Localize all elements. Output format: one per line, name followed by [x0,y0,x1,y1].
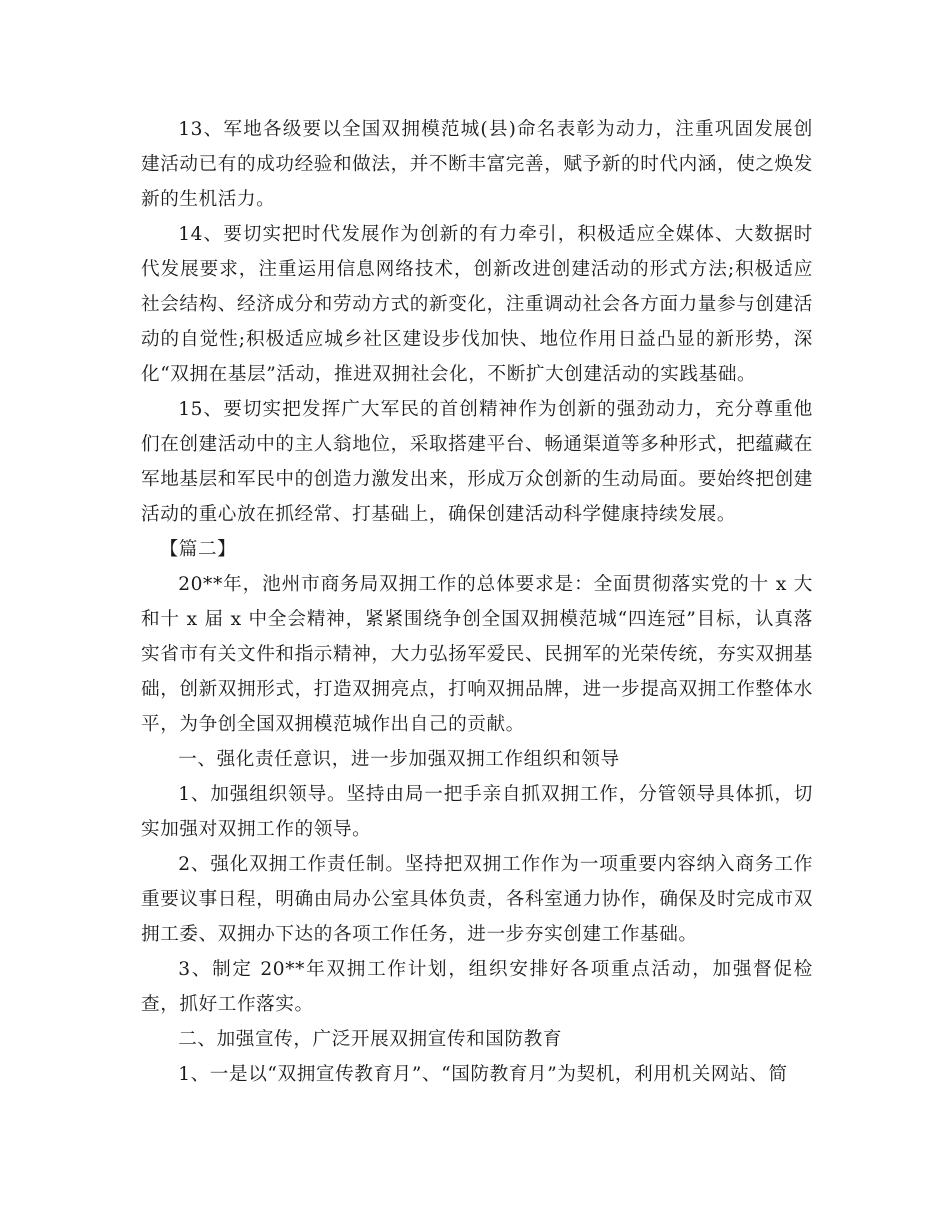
paragraph-overall-requirements: 20**年，池州市商务局双拥工作的总体要求是：全面贯彻落实党的十 x 大和十 x 届 x 中全会精神，紧紧围绕争创全国双拥模范城“四连冠”目标，认真落实省市有关文件和指示精神，大力弘扬军爱民、民拥军的光荣传统，夯实双拥基础，创新双拥形式，打造双拥亮点，打响双拥品牌，进一步提高双拥工作整体水平，为争创全国双拥模范城作出自己的贡献。 [141,574,813,735]
paragraph-item-15: 15、要切实把发挥广大军民的首创精神作为创新的强劲动力，充分尊重他们在创建活动中的主人翁地位，采取搭建平台、畅通渠道等多种形式，把蕴藏在军地基层和军民中的创造力激发出来，形成万众创新的生动局面。要始终把创建活动的重心放在抓经常、打基础上，确保创建活动科学健康持续发展。 [141,399,813,525]
paragraph-publicity-month: 1、一是以“双拥宣传教育月”、“国防教育月”为契机，利用机关网站、简 [178,1064,788,1085]
paragraph-item-13: 13、军地各级要以全国双拥模范城(县)命名表彰为动力，注重巩固发展创建活动已有的成功经验和做法，并不断丰富完善，赋予新的时代内涵，使之焕发新的生机活力。 [141,119,813,210]
paragraph-responsibility-system: 2、强化双拥工作责任制。坚持把双拥工作作为一项重要内容纳入商务工作重要议事日程，明确由局办公室具体负责，各科室通力协作，确保及时完成市双拥工委、双拥办下达的各项工作任务，进一步夯实创建工作基础。 [141,854,813,945]
paragraph-leadership: 1、加强组织领导。坚持由局一把手亲自抓双拥工作，分管领导具体抓，切实加强对双拥工作的领导。 [141,784,813,840]
paragraph-work-plan: 3、制定 20**年双拥工作计划，组织安排好各项重点活动，加强督促检查，抓好工作落实。 [141,959,813,1015]
subheading-publicity: 二、加强宣传，广泛开展双拥宣传和国防教育 [178,1029,563,1050]
subheading-strengthen-responsibility: 一、强化责任意识，进一步加强双拥工作组织和领导 [178,749,620,770]
paragraph-item-14: 14、要切实把时代发展作为创新的有力牵引，积极适应全媒体、大数据时代发展要求，注重运用信息网络技术，创新改进创建活动的形式方法;积极适应社会结构、经济成分和劳动方式的新变化，注重调动社会各方面力量参与创建活动的自觉性;积极适应城乡社区建设步伐加快、地位作用日益凸显的新形势，深化“双拥在基层”活动，推进双拥社会化，不断扩大创建活动的实践基础。 [141,224,813,385]
document-body [141,112,813,1092]
section-heading-part-two: 【篇二】 [159,539,237,560]
